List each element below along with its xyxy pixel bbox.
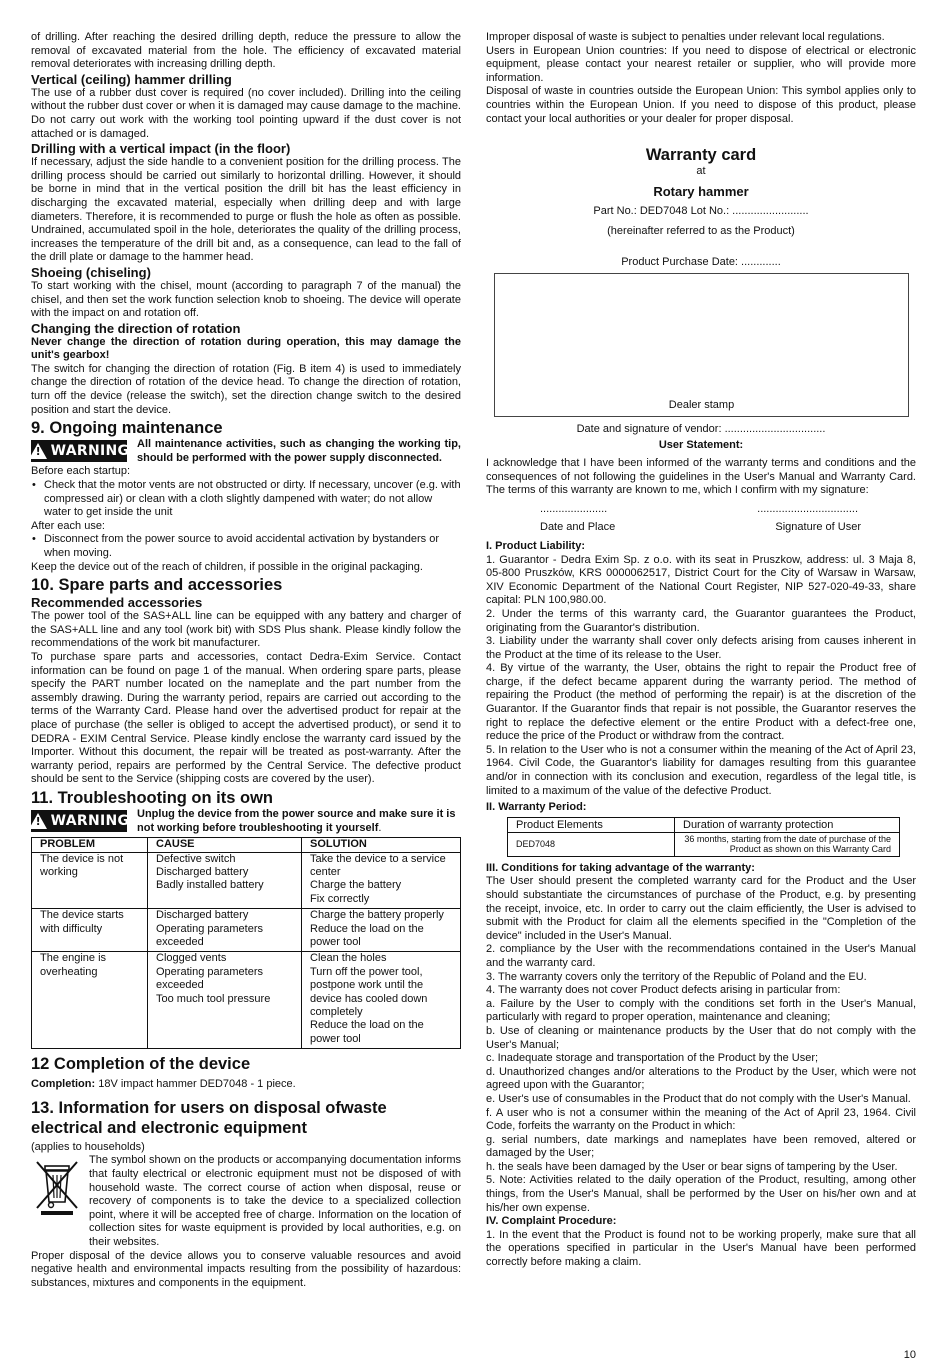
non-eu-text: Disposal of waste in countries outside the European Union: This symbol applies only to countries within the European Union. If you need to dispose of this product, please contact your local authorities or your dealer for proper disposal. <box>486 85 916 125</box>
liability-item: 1. Guarantor - Dedra Exim Sp. z o.o. with its seat in Pruszkow, address: ul. 3 Maja 8, 05-800 Pruszków, KRS 0000062517, District Court for the City of Warsaw in Warsaw, XIV Economic Department of the National Court Register, NIP 527-020-49-33, share capital: PLN 100,980.00. <box>486 553 916 607</box>
complaint-text: 1. In the event that the Product is found not to be working properly, make sure that all the operations specified in particular in the User's Manual have been performed correctly before making a claim. <box>486 1228 916 1269</box>
condition-item: 4. The warranty does not cover Product defects arising in particular from: <box>486 984 841 997</box>
table-cell: Clean the holes Turn off the power tool, postpone work until the device has cooled down completely Reduce the load on the power tool <box>302 952 461 1049</box>
left-column <box>31 31 461 1290</box>
maintenance-warning-text: All maintenance activities, such as changing the working tip, should be performed with the power supply disconnected. <box>137 438 461 464</box>
troubleshooting-table <box>31 837 461 1049</box>
part-number: Part No.: DED7048 Lot No.: ......................... <box>593 205 809 218</box>
rotation-heading: Changing the direction of rotation <box>31 320 241 336</box>
warning-icon: ! WARNING <box>31 440 127 462</box>
table-cell: Defective switch Discharged battery Badly installed battery <box>148 852 302 909</box>
before-startup: Before each startup: <box>31 465 131 478</box>
eu-users-text: Users in European Union countries: If you need to dispose of electrical or electronic equipment, please contact your nearest retailer or supplier, who will provide more information. <box>486 44 916 84</box>
liability-item: 5. In relation to the User who is not a consumer within the meaning of the Act of April 23, 1964. Civil Code, the Guarantor's liability for damages resulting from this guarantee and/or in connection with its conclusion and execution, regardless of the legal title, is limited to a maximum of the value of the defective Product. <box>486 743 916 797</box>
maintenance-warning-block <box>31 438 461 465</box>
crossed-bin-icon <box>31 1158 83 1216</box>
condition-item: The User should present the completed warranty card for the Product and the User should substantiate the circumstances of purchase of the Product, e.g. by presenting the receipt, invoice, etc. In order to carry out the claim efficiently, the User is advised to submit with the Product for claim all the elements specified in the "Completion of the device" included in the User's Manual. <box>486 875 916 942</box>
purchase-date: Product Purchase Date: ............. <box>621 256 781 269</box>
signature-dots: ...................... ................................. <box>540 502 858 515</box>
warranty-period-table <box>507 817 900 857</box>
table-row <box>32 952 461 1049</box>
condition-item: b. Use of cleaning or maintenance products by the User that do not comply with the User's Manual; <box>486 1024 916 1051</box>
table-header: PROBLEM <box>32 838 148 852</box>
complaint-heading: IV. Complaint Procedure: <box>486 1215 617 1228</box>
condition-item: a. Failure by the User to comply with the conditions set forth in the User's Manual, particularly with regard to proper operation, maintenance and cleaning; <box>486 997 916 1024</box>
maintenance-heading: 9. Ongoing maintenance <box>31 419 223 438</box>
table-row <box>32 909 461 952</box>
condition-item: f. A user who is not a consumer within the meaning of the Act of April 23, 1964. Civil Code, forfeits the warranty on the Product in which: <box>486 1106 916 1133</box>
condition-item: g. serial numbers, date markings and nameplates have been removed, altered or damaged by the User; <box>486 1133 916 1160</box>
table-cell: Charge the battery properly Reduce the load on the power tool <box>302 909 461 952</box>
table-cell: Clogged vents Operating parameters exceeded Too much tool pressure <box>148 952 302 1049</box>
list-item: • Disconnect from the power source to avoid accidental activation by bystanders or when moving. <box>43 533 461 560</box>
rotation-warning: Never change the direction of rotation during operation, this may damage the unit's gearbox! <box>31 335 461 362</box>
condition-item: 5. Note: Activities related to the daily operation of the Product, resulting, among other things, from the User's Manual, shall be performed by the User on his/her own and at his/her own expense. <box>486 1174 916 1214</box>
troubleshooting-warning-block <box>31 808 461 835</box>
floor-drilling-text: If necessary, adjust the side handle to a convenient position for the drilling process. The drilling process should be carried out similarly to horizontal drilling. However, it should be borne in mind that in the vertical position the drill bit has the least efficiency in discharging the excavated material, especially when drilling deep and with large diameters. Therefore, it is recommended to purge or flush the hole as often as possible. Undrained, accumulated spoil in the hole, deteriorates the quality of the drilling process, increases the temperature of the drill bit and, as a consequence, can lead to the fall of the drill plate or damage to the hammer head. <box>31 156 461 264</box>
proper-disposal-text: Proper disposal of the device allows you to conserve valuable resources and avoid negative health and environmental impacts resulting from the possibility of hazardous: substances, mixtures and components in the equipment. <box>31 1249 461 1289</box>
liability-item: 4. By virtue of the warranty, the User, obtains the right to repair the Product free of charge, if the defect became apparent during the warranty period. The method of repairing the Product (the method of performing the repair) is at the discretion of the Guarantor. If the Guarantor finds that repair is not possible, the Guarantor reserves the right to replace the defective element or the entire Product with a defect-free one, reduce the price of the Product or withdraw from the contract. <box>486 662 916 743</box>
purchase-text: To purchase spare parts and accessories, contact Dedra-Exim Service. Contact information can be found on page 1 of the manual. When ordering spare parts, please specify the PART number located on the nameplate and the part number from the assembly drawing. During the warranty period, repairs are carried out according to the terms of the Warranty Card. Please hand over the advertised product for repair at the place of purchase (the seller is obliged to accept the advertised product), or send it to DEDRA - EXIM Central Service. Please kindly enclose the warranty card issued by the Importer. Without this document, the repair will be treated as post-warranty. After the warranty period, repairs are performed by the Central Service. The defective product should be sent to the Service (shipping costs are covered by the user). <box>31 650 461 786</box>
liability-item: 3. Liability under the warranty shall cover only defects arising from causes inherent in the Product at the time of its release to the User. <box>486 635 916 661</box>
user-statement-text: I acknowledge that I have been informed of the warranty terms and conditions and the consequences of not following the guidelines in the User's Manual and Warranty Card. The terms of this warranty are known to me, which I confirm with my signature: <box>486 457 916 497</box>
weee-text: The symbol shown on the products or accompanying documentation informs that faulty electrical or electronic equipment must not be disposed of with household waste. The correct course of action when disposal, reuse or recovery of components is to take the device to a specialized collection point, where it will be accepted free of charge. Information on the location of collection sites for waste equipment is provided by local authorities, e.g. on their websites. <box>89 1154 461 1248</box>
warranty-period-heading: II. Warranty Period: <box>486 801 587 814</box>
table-cell: DED7048 <box>508 832 675 856</box>
liability-item: 2. Under the terms of this warranty card, the Guarantor guarantees the Product, originating from the Guarantor's distribution. <box>486 607 916 634</box>
shoeing-text: To start working with the chisel, mount (according to paragraph 7 of the manual) the chisel, and then set the work function selection knob to shoeing. The device will operate with the impact on and rotation off. <box>31 279 461 320</box>
table-header: Product Elements <box>508 817 675 832</box>
warranty-at: at <box>696 165 706 178</box>
condition-item: 2. compliance by the User with the recommendations contained in the User's Manual and the warranty card. <box>486 943 916 969</box>
table-header: SOLUTION <box>302 838 461 852</box>
table-cell: The device is not working <box>32 852 148 909</box>
table-cell: 36 months, starting from the date of purchase of the Product as shown on this Warranty Card <box>675 832 900 856</box>
recommended-heading: Recommended accessories <box>31 595 203 611</box>
page-number: 10 <box>903 1349 916 1361</box>
improper-disposal-text: Improper disposal of waste is subject to penalties under relevant local regulations. <box>486 31 885 43</box>
table-header: Duration of warranty protection <box>675 817 900 832</box>
condition-item: 3. The warranty covers only the territory of the Republic of Poland and the EU. <box>486 970 867 983</box>
table-row <box>32 852 461 909</box>
product-name: Rotary hammer <box>653 184 749 200</box>
condition-item: e. User's use of consumables in the Product that do not comply with the User's Manual. <box>486 1092 911 1105</box>
dealer-stamp-box <box>494 273 909 417</box>
completion-heading: 12 Completion of the device <box>31 1055 251 1074</box>
dealer-stamp-label: Dealer stamp <box>668 399 735 412</box>
recommended-text: The power tool of the SAS+ALL line can be equipped with any battery and charger of the SAS+ALL line and any tool (work bit) with SDS Plus shank. Please kindly follow the recommendations of the work bit manufacturer. <box>31 610 461 650</box>
before-startup-list <box>31 479 461 520</box>
table-cell: Discharged battery Operating parameters exceeded <box>148 909 302 952</box>
troubleshooting-heading: 11. Troubleshooting on its own <box>31 788 274 807</box>
warranty-card-title: Warranty card <box>645 146 757 165</box>
signature-user-label: Signature of User <box>775 520 861 533</box>
applies-text: (applies to households) <box>31 1140 145 1153</box>
signature-labels <box>486 521 916 534</box>
warning-icon: ! WARNING <box>31 810 127 832</box>
completion-text: Completion: 18V impact hammer DED7048 - 1 piece. <box>31 1078 296 1091</box>
user-statement-heading: User Statement: <box>658 439 744 452</box>
table-row <box>508 817 900 832</box>
right-column <box>486 31 916 1270</box>
condition-item: d. Unauthorized changes and/or alterations to the Product by the User, which were not agreed upon with the Guarantor; <box>486 1065 916 1092</box>
liability-heading: I. Product Liability: <box>486 539 586 552</box>
table-row <box>508 832 900 856</box>
table-cell: Take the device to a service center Charge the battery Fix correctly <box>302 852 461 909</box>
vendor-signature: Date and signature of vendor: ................................. <box>576 423 826 436</box>
table-cell: The device starts with difficulty <box>32 909 148 952</box>
condition-item: c. Inadequate storage and transportation of the Product by the User; <box>486 1052 819 1065</box>
after-use-list <box>31 533 461 560</box>
shoeing-heading: Shoeing (chiseling) <box>31 264 151 280</box>
conditions-heading: III. Conditions for taking advantage of the warranty: <box>486 861 755 874</box>
table-cell: The engine is overheating <box>32 952 148 1049</box>
condition-item: h. the seals have been damaged by the User or bear signs of tampering by the User. <box>486 1160 898 1173</box>
drilling-intro: of drilling. After reaching the desired drilling depth, reduce the pressure to allow the removal of excavated material from the hole. The efficiency of excavated material removal deteriorates with increasing drilling depth. <box>31 31 461 71</box>
list-item: • Check that the motor vents are not obstructed or dirty. If necessary, uncover (e.g. with compressed air) or clean with a cloth slightly dampened with water; do not allow water to get inside the unit <box>43 479 461 520</box>
hereinafter-text: (hereinafter referred to as the Product) <box>607 225 795 238</box>
vertical-ceiling-text: The use of a rubber dust cover is required (no cover included). Drilling into the ceiling without the rubber dust cover or when it is damaged may cause damage to the machine. Do not carry out work with the working tool pointing upward if the dust cover is not attached or is damaged. <box>31 86 461 140</box>
floor-drilling-heading: Drilling with a vertical impact (in the floor) <box>31 141 291 157</box>
table-header: CAUSE <box>148 838 302 852</box>
keep-away-text: Keep the device out of the reach of children, if possible in the original packaging. <box>31 560 423 573</box>
vertical-ceiling-heading: Vertical (ceiling) hammer drilling <box>31 71 232 87</box>
rotation-text: The switch for changing the direction of rotation (Fig. B item 4) is used to immediately change the direction of rotation of the device head. To change the direction of rotation, turn off the device (release the switch), set the direction change switch to the desired position and start the device. <box>31 362 461 416</box>
weee-block <box>31 1154 461 1249</box>
date-place-label: Date and Place <box>540 520 616 533</box>
spare-parts-heading: 10. Spare parts and accessories <box>31 576 283 595</box>
disposal-heading: 13. Information for users on disposal ofwaste electrical and electronic equipment <box>31 1098 387 1137</box>
troubleshooting-warning-text: Unplug the device from the power source and make sure it is not working before troubleshooting it yourself. <box>137 807 456 834</box>
after-use: After each use: <box>31 519 105 532</box>
